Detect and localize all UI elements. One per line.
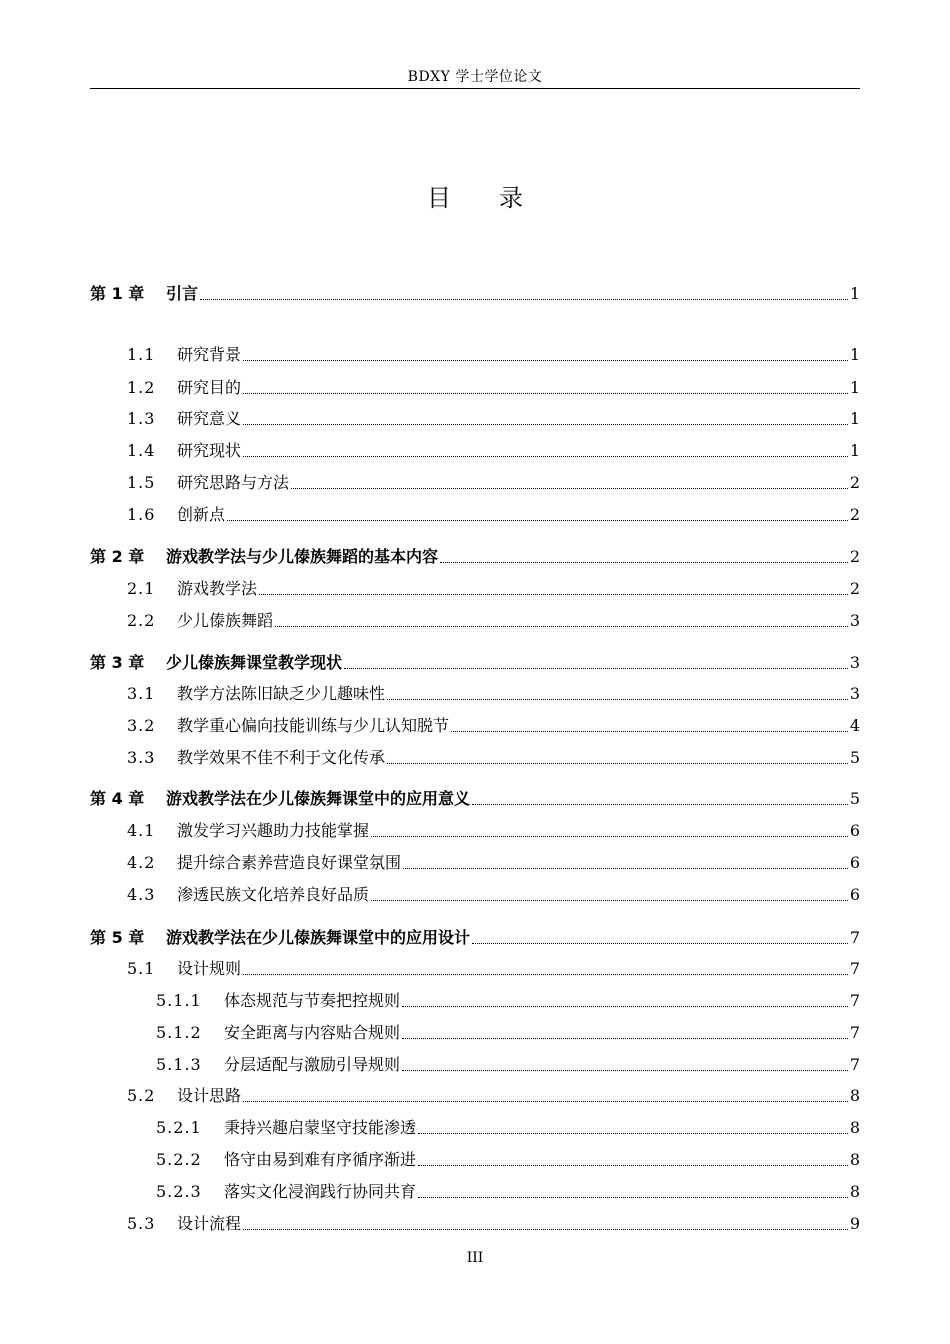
toc-entry-title: 研究意义 <box>177 409 242 428</box>
toc-entry[interactable] <box>127 882 860 906</box>
toc-entry-page: 3 <box>849 611 860 630</box>
dot-leader <box>402 1070 848 1071</box>
toc-entry[interactable] <box>127 681 860 705</box>
dot-leader <box>418 1165 848 1166</box>
toc-entry[interactable] <box>127 470 860 494</box>
dot-leader <box>291 488 848 489</box>
toc-entry-number: 5.2.3 <box>156 1182 202 1201</box>
dot-leader <box>451 731 848 732</box>
toc-entry-page: 2 <box>849 547 860 566</box>
toc-entry-page: 3 <box>849 653 860 672</box>
toc-entry-number: 1.6 <box>127 505 156 524</box>
dot-leader <box>275 626 848 627</box>
toc-entry-title: 研究思路与方法 <box>177 473 290 492</box>
toc-entry[interactable] <box>156 1052 860 1076</box>
toc-title <box>0 178 950 213</box>
dot-leader <box>227 520 848 521</box>
toc-entry[interactable] <box>127 576 860 600</box>
toc-entry-title: 研究背景 <box>177 345 242 364</box>
toc-entry-number: 2.2 <box>127 611 156 630</box>
toc-title-char-1: 目 <box>427 184 451 212</box>
toc-entry-title: 游戏教学法 <box>177 579 258 598</box>
toc-entry-page: 9 <box>849 1214 860 1233</box>
toc-entry-page: 6 <box>849 885 860 904</box>
toc-entry-number: 1.2 <box>127 378 156 397</box>
toc-entry-page: 6 <box>849 821 860 840</box>
dot-leader <box>243 1101 848 1102</box>
page-header-text: BDXY 学士学位论文 <box>407 69 543 85</box>
toc-entry-page: 5 <box>849 748 860 767</box>
toc-entry-title: 设计规则 <box>177 959 242 978</box>
toc-entry-number: 5.1.3 <box>156 1055 202 1074</box>
toc-entry-page: 8 <box>849 1086 860 1105</box>
dot-leader <box>472 804 848 805</box>
toc-entry-page: 7 <box>849 959 860 978</box>
toc-entry-number: 5.1.1 <box>156 991 202 1010</box>
toc-entry[interactable] <box>90 281 860 305</box>
toc-entry-title: 教学方法陈旧缺乏少儿趣味性 <box>177 684 386 703</box>
toc-entry[interactable] <box>156 988 860 1012</box>
toc-entry-page: 7 <box>849 1023 860 1042</box>
toc-entry-page: 6 <box>849 853 860 872</box>
toc-entry-number: 5.1.2 <box>156 1023 202 1042</box>
toc-entry-number: 第 2 章 <box>90 547 145 566</box>
toc-entry-number: 1.1 <box>127 345 156 364</box>
dot-leader <box>243 456 848 457</box>
toc-entry[interactable] <box>127 713 860 737</box>
dot-leader <box>371 900 848 901</box>
toc-entry-number: 第 5 章 <box>90 928 145 947</box>
toc-entry[interactable] <box>127 1083 860 1107</box>
dot-leader <box>200 299 848 300</box>
toc-entry-title: 设计思路 <box>177 1086 242 1105</box>
toc-entry[interactable] <box>156 1179 860 1203</box>
dot-leader <box>259 594 848 595</box>
toc-entry-number: 3.3 <box>127 748 156 767</box>
toc-entry-title: 教学重心偏向技能训练与少儿认知脱节 <box>177 716 450 735</box>
toc-entry-number: 4.1 <box>127 821 156 840</box>
toc-entry[interactable] <box>127 745 860 769</box>
toc-entry-title: 游戏教学法在少儿傣族舞课堂中的应用意义 <box>166 789 471 808</box>
toc-entry-number: 5.2.1 <box>156 1118 202 1137</box>
toc-entry-title: 研究目的 <box>177 378 242 397</box>
toc-entry-page: 2 <box>849 505 860 524</box>
toc-entry-title: 引言 <box>166 284 199 303</box>
toc-entry-number: 第 3 章 <box>90 653 145 672</box>
dot-leader <box>440 562 848 563</box>
toc-entry-page: 3 <box>849 684 860 703</box>
toc-entry-number: 5.2 <box>127 1086 156 1105</box>
toc-entry-title: 体态规范与节奏把控规则 <box>224 991 401 1010</box>
toc-entry-number: 5.2.2 <box>156 1150 202 1169</box>
toc-entry-page: 1 <box>849 409 860 428</box>
dot-leader <box>243 1229 848 1230</box>
toc-entry-page: 1 <box>849 284 860 303</box>
toc-entry-page: 4 <box>849 716 860 735</box>
toc-entry-number: 5.3 <box>127 1214 156 1233</box>
dot-leader <box>418 1133 848 1134</box>
toc-entry-number: 4.3 <box>127 885 156 904</box>
toc-entry-number: 2.1 <box>127 579 156 598</box>
toc-entry-title: 安全距离与内容贴合规则 <box>224 1023 401 1042</box>
dot-leader <box>344 668 848 669</box>
toc-entry[interactable] <box>90 650 860 674</box>
dot-leader <box>418 1197 848 1198</box>
toc-entry-page: 1 <box>849 378 860 397</box>
toc-entry-number: 1.3 <box>127 409 156 428</box>
toc-entry-title: 设计流程 <box>177 1214 242 1233</box>
dot-leader <box>243 360 848 361</box>
toc-entry[interactable] <box>127 608 860 632</box>
dot-leader <box>243 393 848 394</box>
toc-entry[interactable] <box>156 1147 860 1171</box>
toc-entry-page: 1 <box>849 441 860 460</box>
toc-entry-title: 落实文化浸润践行协同共育 <box>224 1182 417 1201</box>
toc-entry-number: 第 1 章 <box>90 284 145 303</box>
toc-entry-page: 7 <box>849 991 860 1010</box>
toc-entry[interactable] <box>127 375 860 399</box>
toc-entry-page: 8 <box>849 1182 860 1201</box>
dot-leader <box>403 868 848 869</box>
dot-leader <box>243 974 848 975</box>
dot-leader <box>402 1006 848 1007</box>
toc-entry-page: 8 <box>849 1150 860 1169</box>
toc-entry-page: 7 <box>849 928 860 947</box>
toc-entry-title: 游戏教学法在少儿傣族舞课堂中的应用设计 <box>166 928 471 947</box>
toc-entry-number: 5.1 <box>127 959 156 978</box>
toc-entry-page: 1 <box>849 345 860 364</box>
toc-entry-number: 4.2 <box>127 853 156 872</box>
toc-title-char-2: 录 <box>499 184 523 212</box>
toc-entry[interactable] <box>156 1115 860 1139</box>
toc-entry[interactable] <box>90 786 860 810</box>
toc-entry-page: 5 <box>849 789 860 808</box>
toc-entry-page: 7 <box>849 1055 860 1074</box>
toc-entry[interactable] <box>127 438 860 462</box>
toc-entry[interactable] <box>156 1020 860 1044</box>
toc-entry-title: 激发学习兴趣助力技能掌握 <box>177 821 370 840</box>
toc-entry[interactable] <box>127 1211 860 1235</box>
toc-entry-title: 恪守由易到难有序循序渐进 <box>224 1150 417 1169</box>
toc-entry-title: 游戏教学法与少儿傣族舞蹈的基本内容 <box>166 547 439 566</box>
toc-entry-page: 2 <box>849 473 860 492</box>
header-rule <box>90 88 860 89</box>
toc-entry-title: 渗透民族文化培养良好品质 <box>177 885 370 904</box>
toc-entry-title: 研究现状 <box>177 441 242 460</box>
page-number: III <box>466 1250 484 1266</box>
toc-entry-number: 1.4 <box>127 441 156 460</box>
dot-leader <box>387 699 848 700</box>
dot-leader <box>402 1038 848 1039</box>
toc-entry[interactable] <box>90 925 860 949</box>
toc-entry[interactable] <box>90 544 860 568</box>
dot-leader <box>387 763 848 764</box>
toc-entry-page: 8 <box>849 1118 860 1137</box>
toc-entry-title: 少儿傣族舞课堂教学现状 <box>166 653 343 672</box>
toc-entry[interactable] <box>127 956 860 980</box>
toc-entry[interactable] <box>127 342 860 366</box>
toc-entry-title: 分层适配与激励引导规则 <box>224 1055 401 1074</box>
toc-entry[interactable] <box>127 502 860 526</box>
toc-entry[interactable] <box>127 850 860 874</box>
toc-entry-number: 3.1 <box>127 684 156 703</box>
toc-entry-title: 教学效果不佳不利于文化传承 <box>177 748 386 767</box>
dot-leader <box>371 836 848 837</box>
toc-entry-title: 创新点 <box>177 505 226 524</box>
toc-entry[interactable] <box>127 818 860 842</box>
toc-entry-page: 2 <box>849 579 860 598</box>
toc-entry-title: 少儿傣族舞蹈 <box>177 611 274 630</box>
toc-entry-number: 第 4 章 <box>90 789 145 808</box>
toc-entry[interactable] <box>127 406 860 430</box>
toc-entry-title: 秉持兴趣启蒙坚守技能渗透 <box>224 1118 417 1137</box>
toc-entry-number: 1.5 <box>127 473 156 492</box>
toc-entry-title: 提升综合素养营造良好课堂氛围 <box>177 853 402 872</box>
toc-entry-number: 3.2 <box>127 716 156 735</box>
dot-leader <box>472 943 848 944</box>
dot-leader <box>243 424 848 425</box>
